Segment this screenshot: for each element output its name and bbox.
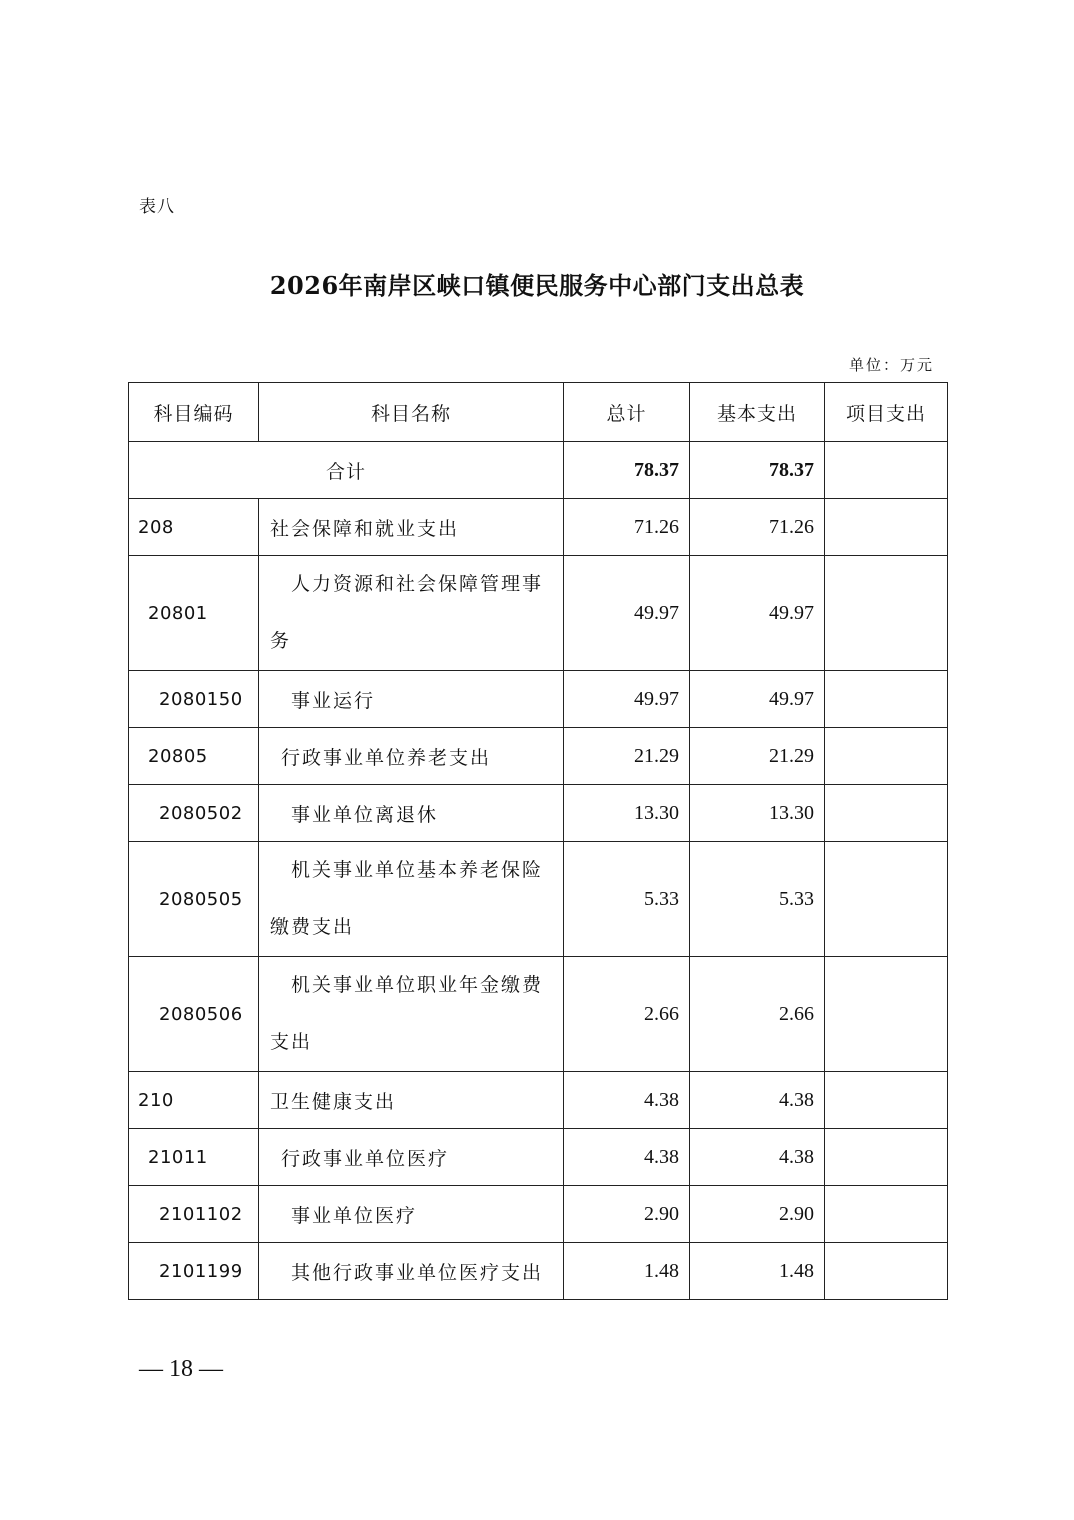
row-code: 2080505 xyxy=(129,842,259,957)
unit-label: 单位：万元 xyxy=(848,356,934,374)
row-name-line2: 缴费支出 xyxy=(270,916,355,938)
total-basic: 78.37 xyxy=(690,442,825,499)
row-name: 事业单位医疗 xyxy=(259,1186,564,1243)
row-total: 4.38 xyxy=(564,1129,690,1186)
row-name xyxy=(259,556,564,671)
row-total: 2.66 xyxy=(564,957,690,1072)
table-label: 表八 xyxy=(139,197,175,217)
table-header-row xyxy=(129,383,948,442)
table-row xyxy=(129,728,948,785)
row-project xyxy=(825,499,948,556)
row-basic: 1.48 xyxy=(690,1243,825,1300)
row-name xyxy=(259,842,564,957)
row-total: 13.30 xyxy=(564,785,690,842)
row-name-line2: 支出 xyxy=(270,1031,313,1053)
table-row xyxy=(129,1129,948,1186)
table-row xyxy=(129,1243,948,1300)
row-total: 4.38 xyxy=(564,1072,690,1129)
row-code: 2101102 xyxy=(129,1186,259,1243)
row-name xyxy=(259,957,564,1072)
table-row xyxy=(129,1186,948,1243)
table-row xyxy=(129,556,948,671)
row-code: 208 xyxy=(129,499,259,556)
row-basic: 4.38 xyxy=(690,1129,825,1186)
header-project: 项目支出 xyxy=(825,383,948,442)
row-code: 2080150 xyxy=(129,671,259,728)
row-name-line1: 机关事业单位基本养老保险 xyxy=(291,859,544,881)
table-row xyxy=(129,499,948,556)
row-name-line2: 务 xyxy=(270,630,292,652)
row-project xyxy=(825,957,948,1072)
row-basic: 21.29 xyxy=(690,728,825,785)
row-basic: 2.90 xyxy=(690,1186,825,1243)
row-total: 1.48 xyxy=(564,1243,690,1300)
expenditure-table xyxy=(128,382,948,1300)
row-name-line1: 人力资源和社会保障管理事 xyxy=(291,573,544,595)
row-basic: 49.97 xyxy=(690,556,825,671)
row-name-line1: 机关事业单位职业年金缴费 xyxy=(291,974,544,996)
row-total: 21.29 xyxy=(564,728,690,785)
row-code: 21011 xyxy=(129,1129,259,1186)
table-row xyxy=(129,1072,948,1129)
page-title: 2026年南岸区峡口镇便民服务中心部门支出总表 xyxy=(269,271,805,300)
row-code: 210 xyxy=(129,1072,259,1129)
row-project xyxy=(825,671,948,728)
row-name: 行政事业单位养老支出 xyxy=(259,728,564,785)
row-basic: 13.30 xyxy=(690,785,825,842)
row-code: 2101199 xyxy=(129,1243,259,1300)
row-name: 卫生健康支出 xyxy=(259,1072,564,1129)
row-total: 71.26 xyxy=(564,499,690,556)
total-label: 合计 xyxy=(129,442,564,499)
row-name: 事业运行 xyxy=(259,671,564,728)
row-name: 其他行政事业单位医疗支出 xyxy=(259,1243,564,1300)
row-total: 5.33 xyxy=(564,842,690,957)
row-project xyxy=(825,1129,948,1186)
row-name: 行政事业单位医疗 xyxy=(259,1129,564,1186)
total-row xyxy=(129,442,948,499)
header-total: 总计 xyxy=(564,383,690,442)
header-name: 科目名称 xyxy=(259,383,564,442)
row-project xyxy=(825,1243,948,1300)
table-row xyxy=(129,671,948,728)
row-name: 社会保障和就业支出 xyxy=(259,499,564,556)
page-number: — 18 — xyxy=(139,1356,223,1382)
row-code: 20801 xyxy=(129,556,259,671)
row-basic: 2.66 xyxy=(690,957,825,1072)
total-project xyxy=(825,442,948,499)
row-project xyxy=(825,842,948,957)
row-basic: 49.97 xyxy=(690,671,825,728)
row-total: 49.97 xyxy=(564,671,690,728)
header-basic: 基本支出 xyxy=(690,383,825,442)
row-code: 2080506 xyxy=(129,957,259,1072)
row-code: 20805 xyxy=(129,728,259,785)
row-project xyxy=(825,785,948,842)
row-project xyxy=(825,1186,948,1243)
total-total: 78.37 xyxy=(564,442,690,499)
row-project xyxy=(825,556,948,671)
row-project xyxy=(825,1072,948,1129)
row-project xyxy=(825,728,948,785)
table-row xyxy=(129,842,948,957)
row-basic: 71.26 xyxy=(690,499,825,556)
row-code: 2080502 xyxy=(129,785,259,842)
row-total: 2.90 xyxy=(564,1186,690,1243)
header-code: 科目编码 xyxy=(129,383,259,442)
row-total: 49.97 xyxy=(564,556,690,671)
row-name: 事业单位离退休 xyxy=(259,785,564,842)
row-basic: 4.38 xyxy=(690,1072,825,1129)
table-row xyxy=(129,957,948,1072)
table-row xyxy=(129,785,948,842)
row-basic: 5.33 xyxy=(690,842,825,957)
